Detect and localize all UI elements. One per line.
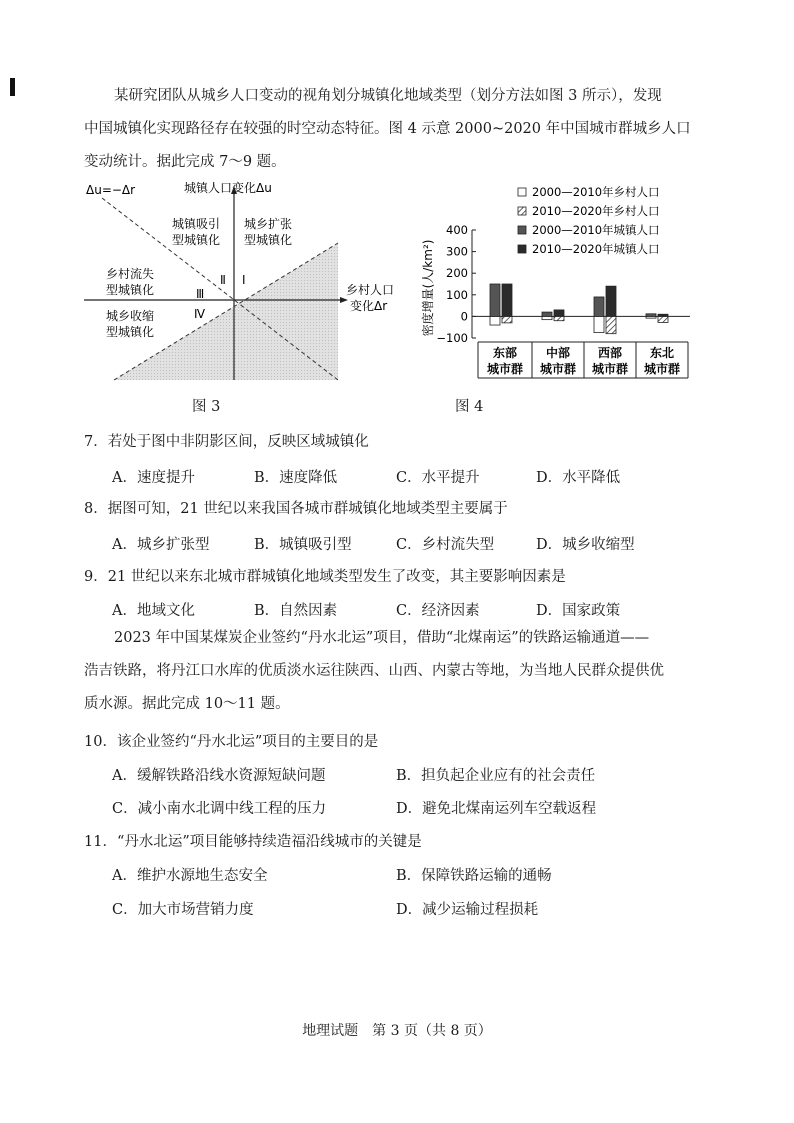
bar-2-series-3 (542, 312, 552, 316)
category-label-4-line1: 东北 (649, 346, 675, 360)
question-7-option-c[interactable]: C．水平提升 (396, 470, 480, 486)
question-8-option-b[interactable]: B．城镇吸引型 (254, 537, 352, 553)
question-10-option-a[interactable]: A．缓解铁路沿线水资源短缺问题 (112, 768, 326, 784)
question-9-option-c[interactable]: C．经济因素 (396, 603, 480, 619)
y-tick-label-4: 0 (460, 309, 468, 324)
y-tick-label-2: 200 (446, 266, 468, 281)
intro-paragraph-2: 2023 年中国某煤炭企业签约“丹水北运”项目，借助“北煤南运”的铁路运输通道—— 浩吉铁路，将丹江口水库的优质淡水运往陕西、山西、内蒙古等地，为当地人民群众提供优 质水源。据此完成 10～11 题。 (84, 630, 664, 712)
y-tick-label-3: 100 (446, 287, 468, 302)
legend-label-4: 2010—2020年城镇人口 (532, 242, 660, 256)
legend-label-1: 2000—2010年乡村人口 (532, 185, 660, 199)
category-label-4-line2: 城市群 (643, 362, 681, 376)
region-d-line1: 城乡收缩 (106, 309, 155, 323)
legend-swatch-4 (518, 245, 526, 253)
chart-ylabel: 密度增量(人/km²) (421, 239, 435, 337)
roman-4: Ⅳ (194, 307, 206, 321)
question-11-option-b[interactable]: B．保障铁路运输的通畅 (396, 868, 552, 884)
bar-3-series-1 (594, 316, 604, 332)
question-10-option-c[interactable]: C．减小南水北调中线工程的压力 (112, 801, 327, 817)
roman-3: Ⅲ (196, 287, 205, 301)
chart-legend (518, 185, 660, 256)
diag-label: Δu=−Δr (86, 183, 136, 197)
figure-4-label: 图 4 (455, 399, 484, 415)
bars (490, 284, 668, 334)
bar-1-series-2 (502, 316, 512, 322)
figure-3-label: 图 3 (192, 399, 221, 415)
category-label-1-line2: 城市群 (486, 362, 524, 376)
region-a-line1: 城镇吸引 (172, 217, 221, 231)
bar-2-series-2 (554, 316, 564, 320)
region-c-line2: 型城镇化 (106, 283, 155, 297)
y-tick-label-0: 400 (446, 223, 468, 237)
question-7-option-b[interactable]: B．速度降低 (254, 470, 338, 486)
category-label-3-line2: 城市群 (591, 362, 629, 376)
question-11-option-c[interactable]: C．加大市场营销力度 (112, 902, 254, 918)
question-8-option-d[interactable]: D．城乡收缩型 (536, 537, 635, 553)
y-tick-label-1: 300 (446, 244, 468, 259)
legend-swatch-3 (518, 226, 526, 234)
x-axis-label-2: 变化Δr (350, 299, 388, 313)
margin-mark (10, 78, 15, 96)
bar-4-series-2 (658, 316, 668, 322)
question-11-option-a[interactable]: A．维护水源地生态安全 (112, 868, 268, 884)
bar-2-series-4 (554, 310, 564, 316)
question-7-stem: 7．若处于图中非阴影区间，反映区域城镇化 (84, 434, 369, 450)
roman-1: Ⅰ (242, 273, 246, 287)
y-tick-label-5: −100 (436, 331, 468, 345)
legend-swatch-1 (518, 188, 526, 196)
intro-paragraph-1: 某研究团队从城乡人口变动的视角划分城镇化地域类型（划分方法如图 3 所示），发现 中国城镇化实现路径存在较强的时空动态特征。图 4 示意 2000~2020 年中国城市群城乡人口 变动统计。据此完成 7～9 题。 (84, 88, 691, 170)
question-8-option-c[interactable]: C．乡村流失型 (396, 537, 495, 553)
category-label-2-line2: 城市群 (539, 362, 577, 376)
category-label-1-line1: 东部 (492, 346, 518, 360)
question-10-stem: 10．该企业签约“丹水北运”项目的主要目的是 (84, 734, 379, 750)
question-9-stem: 9．21 世纪以来东北城市群城镇化地域类型发生了改变，其主要影响因素是 (84, 569, 566, 585)
question-7-option-a[interactable]: A．速度提升 (112, 470, 195, 486)
question-8-option-a[interactable]: A．城乡扩张型 (112, 537, 210, 553)
bar-1-series-1 (490, 316, 500, 325)
legend-swatch-2 (518, 207, 526, 215)
bar-4-series-4 (658, 314, 668, 316)
question-9-option-a[interactable]: A．地域文化 (112, 603, 195, 619)
category-label-3-line1: 西部 (597, 346, 623, 360)
bar-3-series-3 (594, 297, 604, 316)
bar-4-series-3 (646, 314, 656, 317)
region-d-line2: 型城镇化 (106, 325, 155, 339)
question-9-option-d[interactable]: D．国家政策 (536, 603, 621, 619)
figure-4-chart (420, 180, 710, 385)
region-a-line2: 型城镇化 (172, 233, 221, 247)
question-8-stem: 8．据图可知，21 世纪以来我国各城市群城镇化地域类型主要属于 (84, 501, 508, 517)
x-axis-label-1: 乡村人口 (346, 283, 395, 297)
question-11-option-d[interactable]: D．减少运输过程损耗 (396, 902, 539, 918)
question-11-stem: 11．“丹水北运”项目能够持续造福沿线城市的关键是 (84, 834, 422, 850)
figure-3-diagram (84, 180, 395, 385)
y-axis-label: 城镇人口变化Δu (184, 181, 272, 195)
region-c-line1: 乡村流失 (106, 267, 155, 281)
question-10-option-d[interactable]: D．避免北煤南运列车空载返程 (396, 801, 597, 817)
category-label-2-line1: 中部 (545, 346, 571, 360)
legend-label-2: 2010—2020年乡村人口 (532, 204, 660, 218)
bar-3-series-2 (606, 316, 616, 333)
question-7-option-d[interactable]: D．水平降低 (536, 470, 621, 486)
question-9-option-b[interactable]: B．自然因素 (254, 603, 338, 619)
region-b-line2: 型城镇化 (244, 233, 293, 247)
legend-label-3: 2000—2010年城镇人口 (532, 223, 660, 237)
bar-1-series-4 (502, 284, 512, 316)
bar-1-series-3 (490, 284, 500, 316)
region-b-line1: 城乡扩张 (244, 217, 293, 231)
roman-2: Ⅱ (220, 273, 226, 287)
bar-2-series-1 (542, 316, 552, 319)
bar-3-series-4 (606, 286, 616, 316)
question-10-option-b[interactable]: B．担负起企业应有的社会责任 (396, 768, 596, 784)
page-footer: 地理试题 第 3 页（共 8 页） (302, 1023, 492, 1039)
